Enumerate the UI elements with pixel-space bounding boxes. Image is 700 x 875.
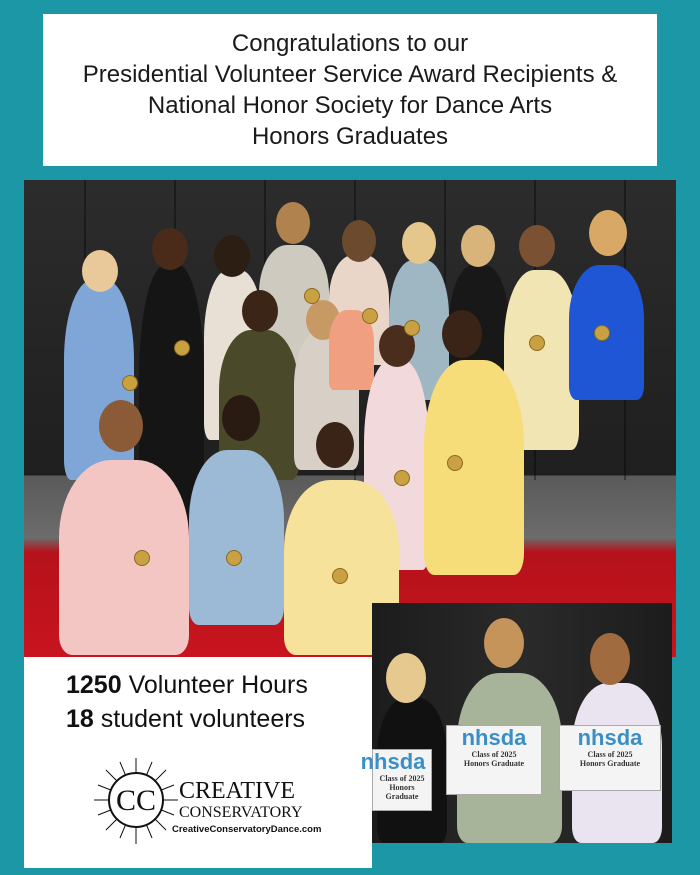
logo-name-line2: CONSERVATORY — [179, 804, 303, 821]
hours-label: Volunteer Hours — [121, 671, 308, 699]
sign-grad: Honors Graduate — [385, 783, 419, 801]
title-line-1: Congratulations to our — [231, 30, 469, 57]
title-line-3: National Honor Society for Dance Arts — [147, 92, 553, 119]
logo-url: CreativeConservatoryDance.com — [172, 824, 322, 835]
logo-monogram: CC — [115, 784, 157, 817]
volunteers-label: student volunteers — [93, 705, 306, 733]
nhsda-sign-center — [446, 725, 542, 795]
nhsda-brand: nhsda — [360, 749, 426, 774]
nhsda-sign-left — [360, 749, 432, 811]
sign-class: Class of 2025 — [379, 774, 425, 783]
nhsda-brand: nhsda — [577, 725, 643, 750]
group-photo — [24, 180, 676, 657]
sign-class: Class of 2025 — [471, 750, 517, 759]
title-banner — [43, 14, 657, 166]
stats-panel — [24, 657, 372, 868]
volunteer-hours — [66, 671, 308, 700]
volunteers-value: 18 — [66, 705, 94, 733]
title-line-4: Honors Graduates — [251, 123, 449, 150]
logo-name-line1: CREATIVE — [179, 778, 295, 804]
hours-value: 1250 — [66, 671, 122, 699]
title-line-2: Presidential Volunteer Service Award Recipients & — [82, 61, 618, 88]
creative-conservatory-logo — [84, 752, 324, 862]
sign-class: Class of 2025 — [587, 750, 633, 759]
sign-grad: Honors Graduate — [579, 759, 641, 768]
honors-graduates-photo — [360, 603, 672, 843]
sign-grad: Honors Graduate — [463, 759, 525, 768]
nhsda-brand: nhsda — [461, 725, 527, 750]
student-volunteers — [66, 705, 305, 734]
nhsda-sign-right — [559, 725, 661, 791]
